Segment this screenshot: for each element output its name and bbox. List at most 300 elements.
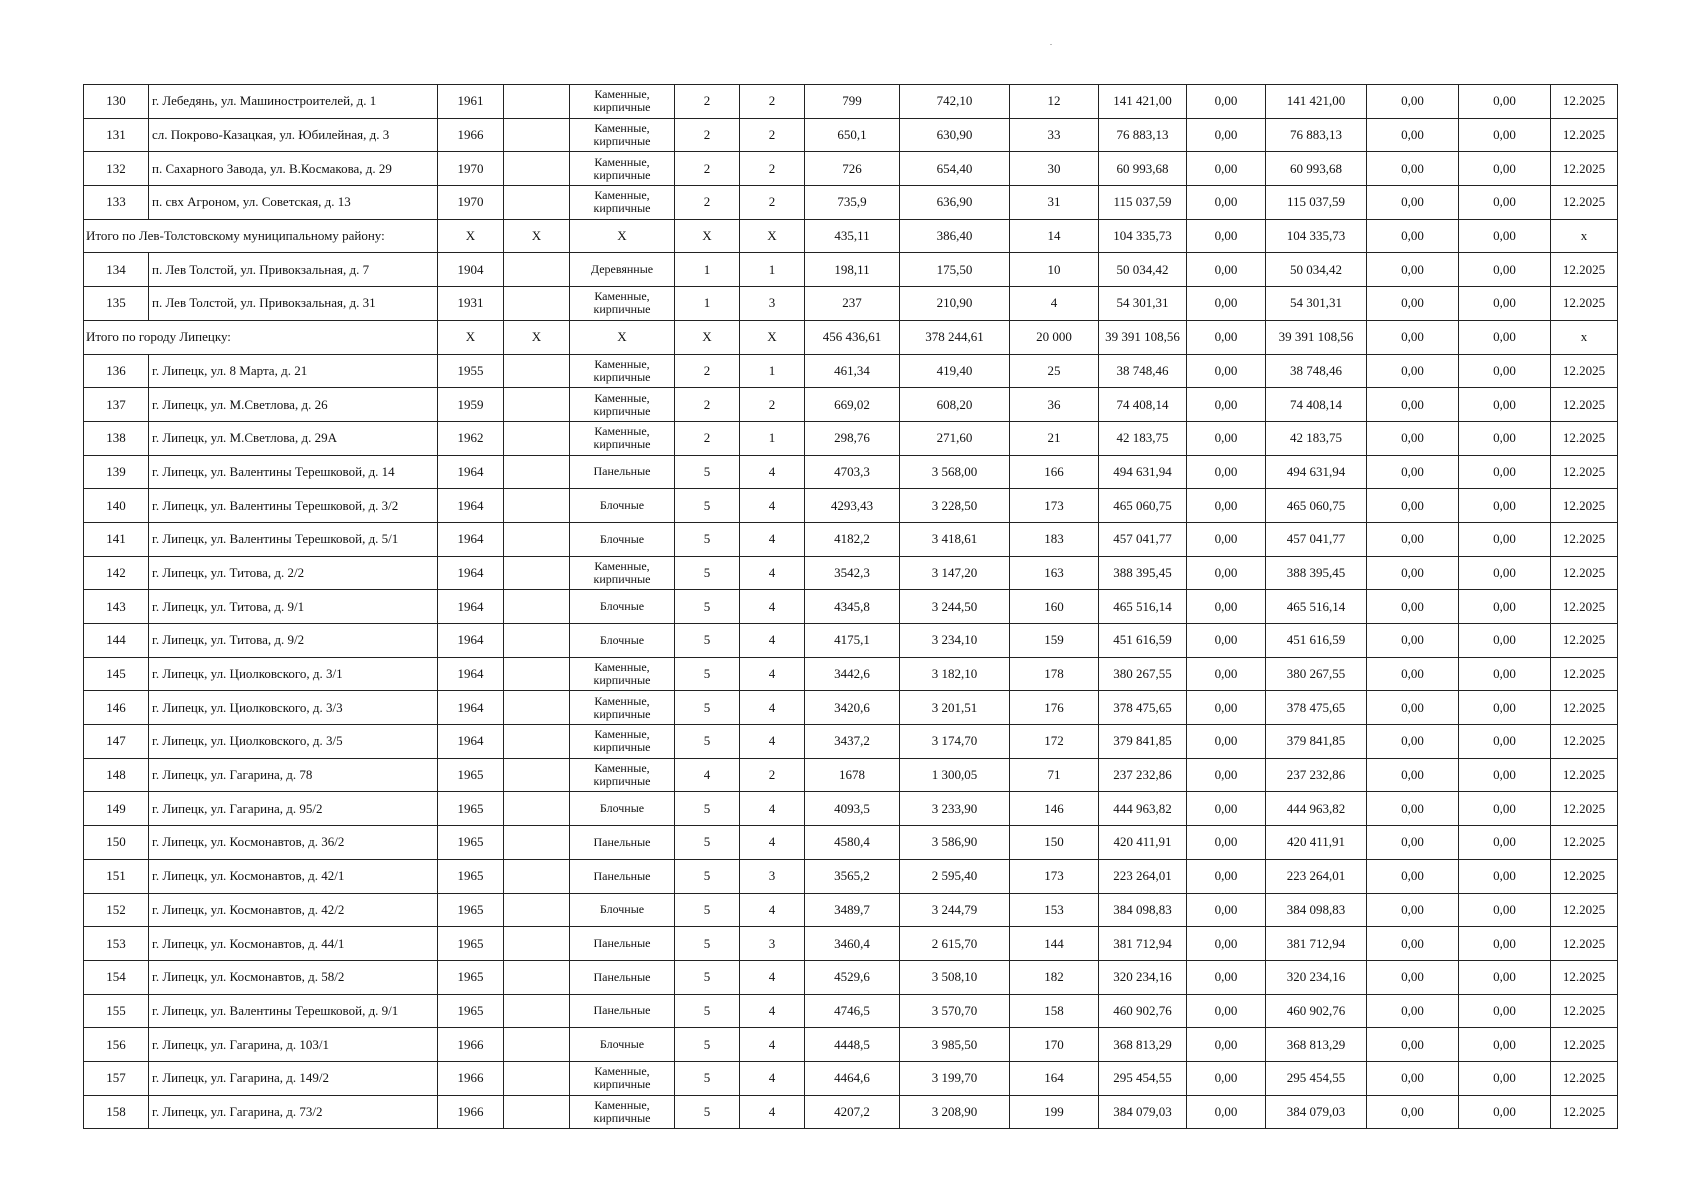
total-cost: 368 813,29 bbox=[1099, 1028, 1187, 1062]
wall-material: Блочные bbox=[570, 1028, 675, 1062]
year-reconstruction bbox=[504, 421, 570, 455]
residents-count: 25 bbox=[1010, 354, 1099, 388]
table-body bbox=[84, 85, 1618, 1129]
completion-date: 12.2025 bbox=[1551, 1028, 1618, 1062]
fund-share-3: 0,00 bbox=[1367, 826, 1459, 860]
table-row bbox=[84, 960, 1618, 994]
floors-count: 2 bbox=[675, 388, 740, 422]
address-cell: г. Липецк, ул. Титова, д. 9/1 bbox=[149, 590, 438, 624]
floors-count: 2 bbox=[675, 354, 740, 388]
residents-count: 10 bbox=[1010, 253, 1099, 287]
floors-count: 5 bbox=[675, 927, 740, 961]
row-number: 142 bbox=[84, 556, 149, 590]
year-built: X bbox=[438, 320, 504, 354]
table-row bbox=[84, 354, 1618, 388]
living-area: 3 586,90 bbox=[900, 826, 1010, 860]
fund-share-3: 0,00 bbox=[1367, 320, 1459, 354]
residents-count: 4 bbox=[1010, 287, 1099, 321]
fund-share-3: 0,00 bbox=[1367, 1061, 1459, 1095]
living-area: 3 244,79 bbox=[900, 893, 1010, 927]
total-area: 4182,2 bbox=[805, 522, 900, 556]
table-row bbox=[84, 118, 1618, 152]
living-area: 654,40 bbox=[900, 152, 1010, 186]
completion-date: 12.2025 bbox=[1551, 253, 1618, 287]
year-built: 1966 bbox=[438, 118, 504, 152]
total-area: 4345,8 bbox=[805, 590, 900, 624]
entrances-count: 2 bbox=[740, 118, 805, 152]
year-built: 1965 bbox=[438, 927, 504, 961]
fund-share-1: 0,00 bbox=[1187, 927, 1266, 961]
table-row bbox=[84, 489, 1618, 523]
total-area: 669,02 bbox=[805, 388, 900, 422]
address-cell: п. Лев Толстой, ул. Привокзальная, д. 31 bbox=[149, 287, 438, 321]
residents-count: 170 bbox=[1010, 1028, 1099, 1062]
living-area: 3 234,10 bbox=[900, 624, 1010, 658]
residents-count: 164 bbox=[1010, 1061, 1099, 1095]
total-cost: 50 034,42 bbox=[1099, 253, 1187, 287]
total-cost: 76 883,13 bbox=[1099, 118, 1187, 152]
living-area: 3 199,70 bbox=[900, 1061, 1010, 1095]
wall-material: Блочные bbox=[570, 792, 675, 826]
fund-share-3: 0,00 bbox=[1367, 556, 1459, 590]
address-cell: п. свх Агроном, ул. Советская, д. 13 bbox=[149, 186, 438, 220]
residents-count: 172 bbox=[1010, 725, 1099, 759]
floors-count: 5 bbox=[675, 792, 740, 826]
table-row bbox=[84, 927, 1618, 961]
fund-share-2: 384 079,03 bbox=[1266, 1095, 1367, 1129]
year-built: 1964 bbox=[438, 624, 504, 658]
entrances-count: 4 bbox=[740, 556, 805, 590]
row-number: 146 bbox=[84, 691, 149, 725]
entrances-count: 3 bbox=[740, 927, 805, 961]
year-built: 1965 bbox=[438, 960, 504, 994]
fund-share-4: 0,00 bbox=[1459, 1061, 1551, 1095]
total-area: 3542,3 bbox=[805, 556, 900, 590]
wall-material: Каменные, кирпичные bbox=[570, 725, 675, 759]
fund-share-4: 0,00 bbox=[1459, 253, 1551, 287]
fund-share-4: 0,00 bbox=[1459, 1028, 1551, 1062]
living-area: 175,50 bbox=[900, 253, 1010, 287]
entrances-count: 4 bbox=[740, 455, 805, 489]
entrances-count: 1 bbox=[740, 253, 805, 287]
total-area: 4746,5 bbox=[805, 994, 900, 1028]
address-cell: г. Липецк, ул. Гагарина, д. 149/2 bbox=[149, 1061, 438, 1095]
total-cost: 388 395,45 bbox=[1099, 556, 1187, 590]
row-number: 137 bbox=[84, 388, 149, 422]
year-built: 1964 bbox=[438, 489, 504, 523]
year-built: 1965 bbox=[438, 893, 504, 927]
table-row bbox=[84, 792, 1618, 826]
year-built: 1966 bbox=[438, 1028, 504, 1062]
fund-share-3: 0,00 bbox=[1367, 994, 1459, 1028]
living-area: 2 615,70 bbox=[900, 927, 1010, 961]
year-built: 1965 bbox=[438, 826, 504, 860]
completion-date: 12.2025 bbox=[1551, 624, 1618, 658]
floors-count: 5 bbox=[675, 859, 740, 893]
fund-share-1: 0,00 bbox=[1187, 253, 1266, 287]
completion-date: x bbox=[1551, 320, 1618, 354]
total-cost: 237 232,86 bbox=[1099, 758, 1187, 792]
completion-date: 12.2025 bbox=[1551, 455, 1618, 489]
entrances-count: 4 bbox=[740, 691, 805, 725]
residents-count: 173 bbox=[1010, 489, 1099, 523]
address-cell: сл. Покрово-Казацкая, ул. Юбилейная, д. 3 bbox=[149, 118, 438, 152]
address-cell: г. Липецк, ул. Космонавтов, д. 58/2 bbox=[149, 960, 438, 994]
address-cell: г. Липецк, ул. Валентины Терешковой, д. 14 bbox=[149, 455, 438, 489]
fund-share-2: 380 267,55 bbox=[1266, 657, 1367, 691]
row-number: 157 bbox=[84, 1061, 149, 1095]
address-cell: г. Липецк, ул. Космонавтов, д. 44/1 bbox=[149, 927, 438, 961]
address-cell: г. Липецк, ул. Титова, д. 9/2 bbox=[149, 624, 438, 658]
living-area: 386,40 bbox=[900, 219, 1010, 253]
row-number: 156 bbox=[84, 1028, 149, 1062]
year-built: 1964 bbox=[438, 556, 504, 590]
floors-count: 5 bbox=[675, 826, 740, 860]
residents-count: 20 000 bbox=[1010, 320, 1099, 354]
table-row bbox=[84, 186, 1618, 220]
residents-count: 30 bbox=[1010, 152, 1099, 186]
residents-count: 158 bbox=[1010, 994, 1099, 1028]
fund-share-4: 0,00 bbox=[1459, 320, 1551, 354]
entrances-count: 4 bbox=[740, 994, 805, 1028]
row-number: 134 bbox=[84, 253, 149, 287]
year-reconstruction bbox=[504, 624, 570, 658]
address-cell: г. Липецк, ул. Циолковского, д. 3/1 bbox=[149, 657, 438, 691]
entrances-count: 4 bbox=[740, 1095, 805, 1129]
fund-share-4: 0,00 bbox=[1459, 118, 1551, 152]
table-row bbox=[84, 85, 1618, 119]
year-reconstruction: X bbox=[504, 219, 570, 253]
year-built: 1970 bbox=[438, 186, 504, 220]
row-number: 139 bbox=[84, 455, 149, 489]
total-cost: 42 183,75 bbox=[1099, 421, 1187, 455]
year-built: 1959 bbox=[438, 388, 504, 422]
entrances-count: 2 bbox=[740, 152, 805, 186]
total-cost: 39 391 108,56 bbox=[1099, 320, 1187, 354]
fund-share-3: 0,00 bbox=[1367, 354, 1459, 388]
address-cell: г. Липецк, ул. Валентины Терешковой, д. 5/1 bbox=[149, 522, 438, 556]
table-row bbox=[84, 826, 1618, 860]
living-area: 2 595,40 bbox=[900, 859, 1010, 893]
completion-date: 12.2025 bbox=[1551, 1061, 1618, 1095]
fund-share-2: 494 631,94 bbox=[1266, 455, 1367, 489]
table-row bbox=[84, 287, 1618, 321]
row-number: 136 bbox=[84, 354, 149, 388]
completion-date: 12.2025 bbox=[1551, 725, 1618, 759]
total-area: 4293,43 bbox=[805, 489, 900, 523]
total-area: 3489,7 bbox=[805, 893, 900, 927]
fund-share-4: 0,00 bbox=[1459, 758, 1551, 792]
year-reconstruction: X bbox=[504, 320, 570, 354]
entrances-count: 2 bbox=[740, 758, 805, 792]
fund-share-3: 0,00 bbox=[1367, 421, 1459, 455]
wall-material: Каменные, кирпичные bbox=[570, 287, 675, 321]
total-area: 237 bbox=[805, 287, 900, 321]
residents-count: 21 bbox=[1010, 421, 1099, 455]
living-area: 1 300,05 bbox=[900, 758, 1010, 792]
fund-share-4: 0,00 bbox=[1459, 354, 1551, 388]
year-built: 1964 bbox=[438, 725, 504, 759]
floors-count: 5 bbox=[675, 556, 740, 590]
wall-material: Каменные, кирпичные bbox=[570, 421, 675, 455]
fund-share-1: 0,00 bbox=[1187, 388, 1266, 422]
address-cell: г. Липецк, ул. Космонавтов, д. 42/2 bbox=[149, 893, 438, 927]
wall-material: Каменные, кирпичные bbox=[570, 152, 675, 186]
fund-share-4: 0,00 bbox=[1459, 522, 1551, 556]
residents-count: 153 bbox=[1010, 893, 1099, 927]
floors-count: 5 bbox=[675, 960, 740, 994]
fund-share-1: 0,00 bbox=[1187, 118, 1266, 152]
fund-share-4: 0,00 bbox=[1459, 657, 1551, 691]
fund-share-3: 0,00 bbox=[1367, 388, 1459, 422]
address-cell: г. Липецк, ул. 8 Марта, д. 21 bbox=[149, 354, 438, 388]
year-reconstruction bbox=[504, 1095, 570, 1129]
entrances-count: 4 bbox=[740, 893, 805, 927]
living-area: 3 508,10 bbox=[900, 960, 1010, 994]
year-built: 1965 bbox=[438, 859, 504, 893]
floors-count: 2 bbox=[675, 118, 740, 152]
residents-count: 36 bbox=[1010, 388, 1099, 422]
floors-count: X bbox=[675, 219, 740, 253]
fund-share-4: 0,00 bbox=[1459, 186, 1551, 220]
row-number: 151 bbox=[84, 859, 149, 893]
fund-share-3: 0,00 bbox=[1367, 287, 1459, 321]
fund-share-2: 42 183,75 bbox=[1266, 421, 1367, 455]
entrances-count: 4 bbox=[740, 624, 805, 658]
residents-count: 150 bbox=[1010, 826, 1099, 860]
fund-share-4: 0,00 bbox=[1459, 826, 1551, 860]
entrances-count: X bbox=[740, 320, 805, 354]
year-reconstruction bbox=[504, 960, 570, 994]
wall-material: Каменные, кирпичные bbox=[570, 657, 675, 691]
fund-share-4: 0,00 bbox=[1459, 556, 1551, 590]
fund-share-4: 0,00 bbox=[1459, 85, 1551, 119]
row-number: 149 bbox=[84, 792, 149, 826]
floors-count: 5 bbox=[675, 691, 740, 725]
year-built: 1931 bbox=[438, 287, 504, 321]
fund-share-3: 0,00 bbox=[1367, 960, 1459, 994]
total-cost: 384 098,83 bbox=[1099, 893, 1187, 927]
floors-count: 4 bbox=[675, 758, 740, 792]
total-area: 4175,1 bbox=[805, 624, 900, 658]
row-number: 133 bbox=[84, 186, 149, 220]
wall-material: Деревянные bbox=[570, 253, 675, 287]
fund-share-1: 0,00 bbox=[1187, 1028, 1266, 1062]
fund-share-2: 378 475,65 bbox=[1266, 691, 1367, 725]
fund-share-3: 0,00 bbox=[1367, 624, 1459, 658]
total-cost: 320 234,16 bbox=[1099, 960, 1187, 994]
wall-material: Каменные, кирпичные bbox=[570, 388, 675, 422]
entrances-count: 3 bbox=[740, 859, 805, 893]
entrances-count: 1 bbox=[740, 354, 805, 388]
table-row bbox=[84, 1095, 1618, 1129]
year-reconstruction bbox=[504, 792, 570, 826]
table-row bbox=[84, 758, 1618, 792]
residents-count: 159 bbox=[1010, 624, 1099, 658]
address-cell: г. Лебедянь, ул. Машиностроителей, д. 1 bbox=[149, 85, 438, 119]
residents-count: 183 bbox=[1010, 522, 1099, 556]
total-cost: 54 301,31 bbox=[1099, 287, 1187, 321]
fund-share-4: 0,00 bbox=[1459, 859, 1551, 893]
fund-share-2: 223 264,01 bbox=[1266, 859, 1367, 893]
fund-share-1: 0,00 bbox=[1187, 522, 1266, 556]
floors-count: 5 bbox=[675, 725, 740, 759]
living-area: 3 568,00 bbox=[900, 455, 1010, 489]
address-cell: п. Сахарного Завода, ул. В.Космакова, д. 29 bbox=[149, 152, 438, 186]
fund-share-4: 0,00 bbox=[1459, 219, 1551, 253]
total-area: 3565,2 bbox=[805, 859, 900, 893]
year-reconstruction bbox=[504, 725, 570, 759]
fund-share-2: 38 748,46 bbox=[1266, 354, 1367, 388]
fund-share-3: 0,00 bbox=[1367, 792, 1459, 826]
fund-share-1: 0,00 bbox=[1187, 657, 1266, 691]
fund-share-2: 381 712,94 bbox=[1266, 927, 1367, 961]
address-cell: п. Лев Толстой, ул. Привокзальная, д. 7 bbox=[149, 253, 438, 287]
total-cost: 60 993,68 bbox=[1099, 152, 1187, 186]
total-area: 650,1 bbox=[805, 118, 900, 152]
living-area: 630,90 bbox=[900, 118, 1010, 152]
fund-share-2: 39 391 108,56 bbox=[1266, 320, 1367, 354]
wall-material: Панельные bbox=[570, 927, 675, 961]
completion-date: 12.2025 bbox=[1551, 118, 1618, 152]
fund-share-1: 0,00 bbox=[1187, 556, 1266, 590]
scan-speck bbox=[1050, 44, 1052, 45]
row-number: 144 bbox=[84, 624, 149, 658]
address-cell: г. Липецк, ул. Гагарина, д. 78 bbox=[149, 758, 438, 792]
completion-date: x bbox=[1551, 219, 1618, 253]
floors-count: 1 bbox=[675, 253, 740, 287]
subtotal-label: Итого по городу Липецку: bbox=[84, 320, 438, 354]
row-number: 132 bbox=[84, 152, 149, 186]
fund-share-2: 74 408,14 bbox=[1266, 388, 1367, 422]
fund-share-4: 0,00 bbox=[1459, 388, 1551, 422]
floors-count: 2 bbox=[675, 152, 740, 186]
wall-material: Панельные bbox=[570, 960, 675, 994]
total-area: 461,34 bbox=[805, 354, 900, 388]
floors-count: 5 bbox=[675, 1061, 740, 1095]
year-reconstruction bbox=[504, 691, 570, 725]
year-reconstruction bbox=[504, 590, 570, 624]
fund-share-4: 0,00 bbox=[1459, 152, 1551, 186]
fund-share-3: 0,00 bbox=[1367, 691, 1459, 725]
wall-material: Каменные, кирпичные bbox=[570, 1061, 675, 1095]
residents-count: 166 bbox=[1010, 455, 1099, 489]
table-row bbox=[84, 590, 1618, 624]
total-area: 4448,5 bbox=[805, 1028, 900, 1062]
wall-material: Блочные bbox=[570, 489, 675, 523]
wall-material: Каменные, кирпичные bbox=[570, 1095, 675, 1129]
fund-share-4: 0,00 bbox=[1459, 624, 1551, 658]
entrances-count: 2 bbox=[740, 85, 805, 119]
fund-share-3: 0,00 bbox=[1367, 219, 1459, 253]
living-area: 742,10 bbox=[900, 85, 1010, 119]
living-area: 3 570,70 bbox=[900, 994, 1010, 1028]
fund-share-2: 141 421,00 bbox=[1266, 85, 1367, 119]
fund-share-1: 0,00 bbox=[1187, 590, 1266, 624]
entrances-count: 4 bbox=[740, 657, 805, 691]
year-reconstruction bbox=[504, 388, 570, 422]
subtotal-label: Итого по Лев-Толстовскому муниципальному району: bbox=[84, 219, 438, 253]
fund-share-1: 0,00 bbox=[1187, 893, 1266, 927]
year-built: 1966 bbox=[438, 1061, 504, 1095]
wall-material: X bbox=[570, 219, 675, 253]
fund-share-4: 0,00 bbox=[1459, 960, 1551, 994]
completion-date: 12.2025 bbox=[1551, 421, 1618, 455]
fund-share-3: 0,00 bbox=[1367, 522, 1459, 556]
fund-share-2: 60 993,68 bbox=[1266, 152, 1367, 186]
total-area: 3420,6 bbox=[805, 691, 900, 725]
floors-count: 5 bbox=[675, 489, 740, 523]
entrances-count: 2 bbox=[740, 388, 805, 422]
residents-count: 178 bbox=[1010, 657, 1099, 691]
residents-count: 146 bbox=[1010, 792, 1099, 826]
total-cost: 141 421,00 bbox=[1099, 85, 1187, 119]
fund-share-1: 0,00 bbox=[1187, 219, 1266, 253]
address-cell: г. Липецк, ул. Валентины Терешковой, д. 3/2 bbox=[149, 489, 438, 523]
wall-material: Каменные, кирпичные bbox=[570, 85, 675, 119]
fund-share-3: 0,00 bbox=[1367, 455, 1459, 489]
total-area: 198,11 bbox=[805, 253, 900, 287]
completion-date: 12.2025 bbox=[1551, 388, 1618, 422]
total-cost: 457 041,77 bbox=[1099, 522, 1187, 556]
completion-date: 12.2025 bbox=[1551, 758, 1618, 792]
year-reconstruction bbox=[504, 489, 570, 523]
address-cell: г. Липецк, ул. Циолковского, д. 3/5 bbox=[149, 725, 438, 759]
table-row bbox=[84, 859, 1618, 893]
fund-share-4: 0,00 bbox=[1459, 287, 1551, 321]
year-built: 1955 bbox=[438, 354, 504, 388]
living-area: 3 201,51 bbox=[900, 691, 1010, 725]
table-row bbox=[84, 657, 1618, 691]
fund-share-3: 0,00 bbox=[1367, 758, 1459, 792]
total-cost: 115 037,59 bbox=[1099, 186, 1187, 220]
row-number: 158 bbox=[84, 1095, 149, 1129]
year-built: 1964 bbox=[438, 455, 504, 489]
fund-share-4: 0,00 bbox=[1459, 1095, 1551, 1129]
living-area: 3 244,50 bbox=[900, 590, 1010, 624]
total-cost: 381 712,94 bbox=[1099, 927, 1187, 961]
total-area: 4529,6 bbox=[805, 960, 900, 994]
address-cell: г. Липецк, ул. Валентины Терешковой, д. 9/1 bbox=[149, 994, 438, 1028]
year-built: 1964 bbox=[438, 691, 504, 725]
floors-count: 2 bbox=[675, 85, 740, 119]
row-number: 148 bbox=[84, 758, 149, 792]
total-cost: 223 264,01 bbox=[1099, 859, 1187, 893]
floors-count: 5 bbox=[675, 994, 740, 1028]
year-reconstruction bbox=[504, 657, 570, 691]
year-built: X bbox=[438, 219, 504, 253]
row-number: 131 bbox=[84, 118, 149, 152]
completion-date: 12.2025 bbox=[1551, 1095, 1618, 1129]
completion-date: 12.2025 bbox=[1551, 85, 1618, 119]
fund-share-4: 0,00 bbox=[1459, 691, 1551, 725]
subtotal-row bbox=[84, 219, 1618, 253]
wall-material: Каменные, кирпичные bbox=[570, 691, 675, 725]
year-reconstruction bbox=[504, 758, 570, 792]
year-reconstruction bbox=[504, 556, 570, 590]
wall-material: Блочные bbox=[570, 522, 675, 556]
total-area: 4580,4 bbox=[805, 826, 900, 860]
residents-count: 160 bbox=[1010, 590, 1099, 624]
year-reconstruction bbox=[504, 85, 570, 119]
address-cell: г. Липецк, ул. Титова, д. 2/2 bbox=[149, 556, 438, 590]
fund-share-2: 444 963,82 bbox=[1266, 792, 1367, 826]
total-cost: 420 411,91 bbox=[1099, 826, 1187, 860]
entrances-count: 4 bbox=[740, 792, 805, 826]
residents-count: 199 bbox=[1010, 1095, 1099, 1129]
year-reconstruction bbox=[504, 253, 570, 287]
entrances-count: 4 bbox=[740, 725, 805, 759]
